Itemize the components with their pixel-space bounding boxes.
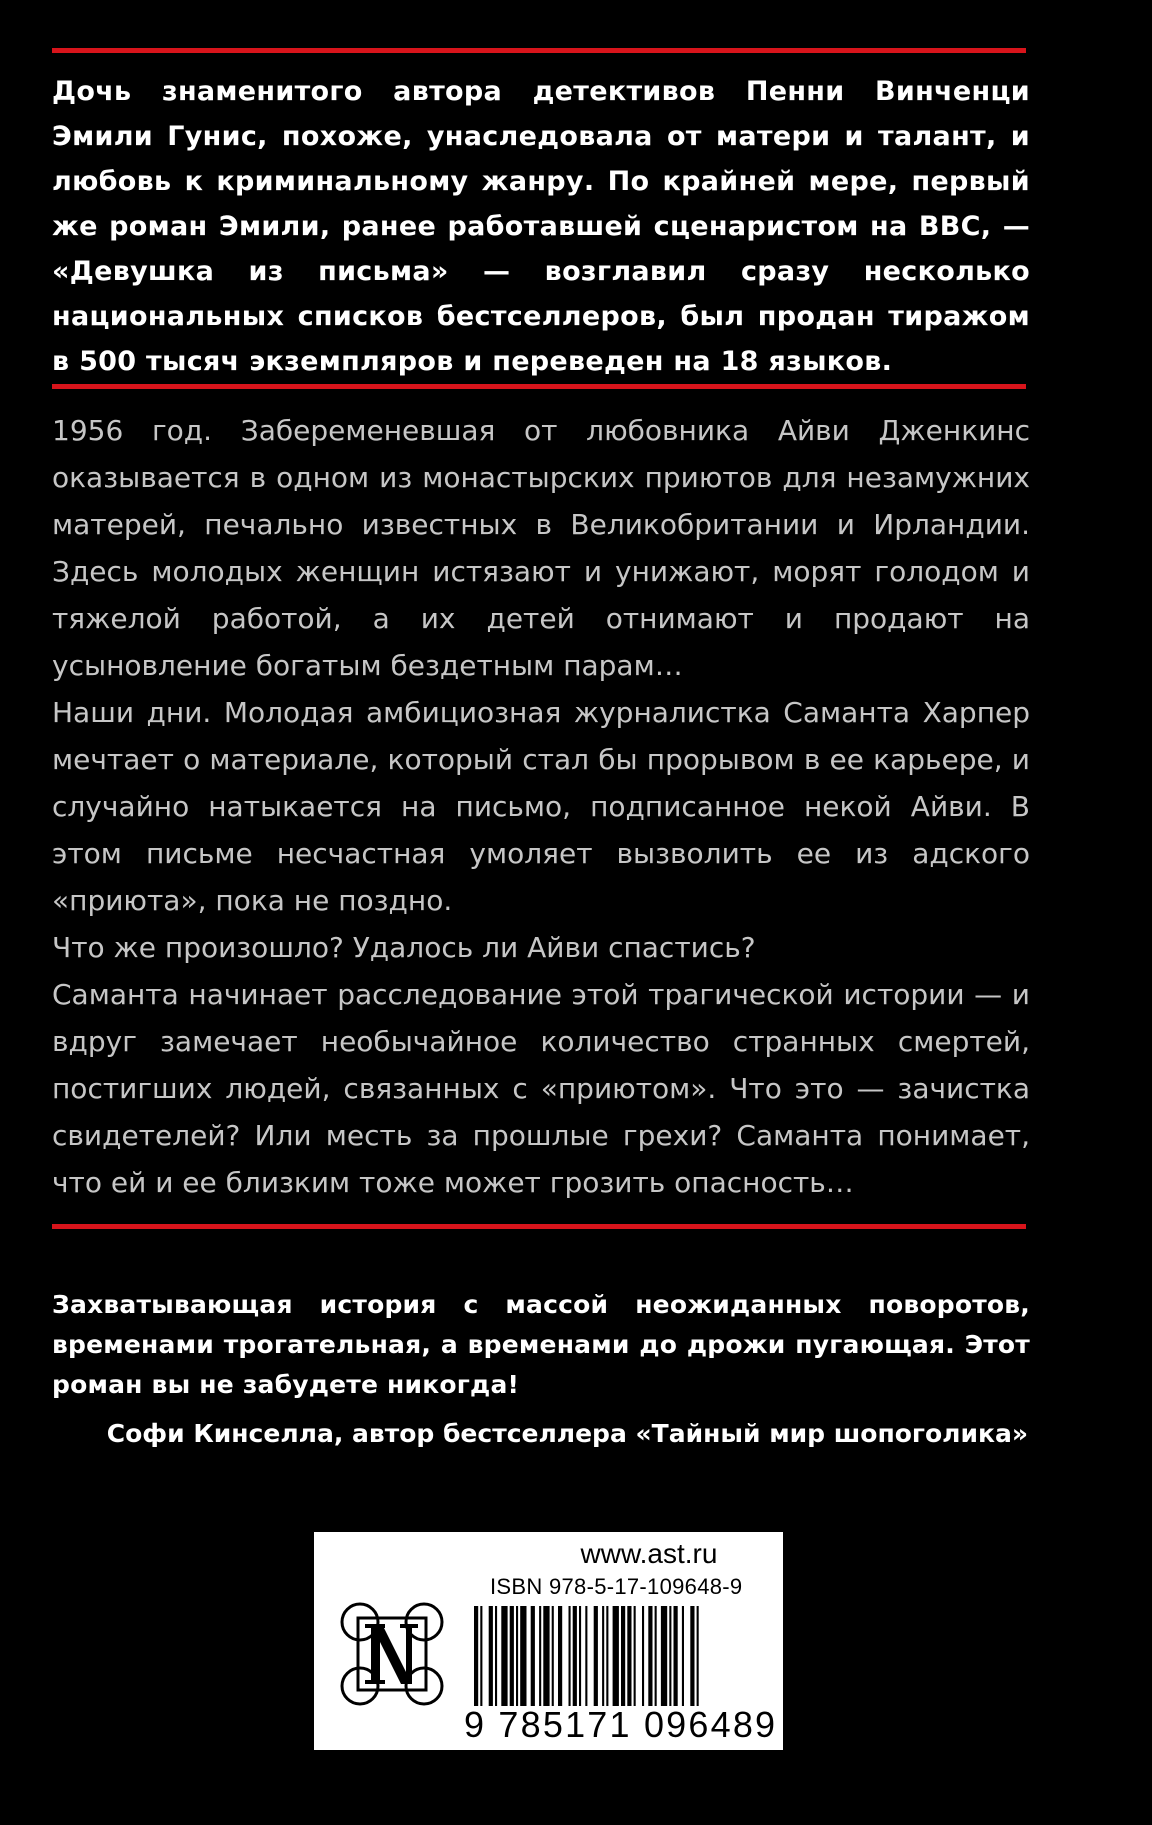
barcode-bar — [697, 1606, 699, 1706]
barcode-bar — [634, 1606, 636, 1706]
barcode-bar — [501, 1606, 507, 1706]
review-quote: Захватывающая история с массой неожиданных поворотов, временами трогательная, а временами до дрожи пугающая. Этот роман вы не забудете никогда! — [52, 1290, 1030, 1399]
barcode-bar — [569, 1606, 571, 1706]
synopsis-paragraph-1: 1956 год. Забеременевшая от любовника Айви Дженкинс оказывается в одном из монастырских приютов для незамужних матерей, печально известных в Великобритании и Ирландии. Здесь молодых женщин истязают и унижают, морят голодом и тяжелой работой, а их детей отнимают и продают на усыновление богатым бездетным парам… — [52, 414, 1030, 682]
barcode-bar — [682, 1606, 684, 1706]
barcode-bar — [642, 1606, 644, 1706]
barcode-bar — [531, 1606, 535, 1706]
barcode-bar — [579, 1606, 581, 1706]
barcode-bar — [558, 1606, 562, 1706]
barcode-bar — [539, 1606, 541, 1706]
top-divider — [52, 48, 1026, 53]
barcode-bars — [474, 1606, 769, 1706]
barcode-bar — [627, 1606, 631, 1706]
barcode-bar — [516, 1606, 518, 1706]
barcode-bar — [674, 1606, 678, 1706]
intro-paragraph: Дочь знаменитого автора детективов Пенни Винченци Эмили Гунис, похоже, унаследовала от матери и талант, и любовь к криминальному жанру. По крайней мере, первый же роман Эмили, ранее работавшей сценаристом на BBC, — «Девушка из письма» — возглавил сразу несколько национальных списков бестселлеров, был продан тиражом в 500 тысяч экземпляров и переведен на 18 языков. — [52, 76, 1030, 377]
publisher-url: www.ast.ru — [580, 1538, 718, 1569]
barcode-bar — [648, 1606, 652, 1706]
barcode-bar — [669, 1606, 671, 1706]
synopsis-paragraph-3: Что же произошло? Удалось ли Айви спастись? — [52, 931, 756, 964]
barcode-bar — [621, 1606, 625, 1706]
barcode-bar — [543, 1606, 549, 1706]
synopsis — [52, 407, 1030, 1206]
barcode-bar — [489, 1606, 493, 1706]
barcode-bar — [474, 1606, 478, 1706]
review-attribution: Софи Кинселла, автор бестселлера «Тайный мир шопоголика» — [106, 1419, 1028, 1448]
intro-divider — [52, 384, 1026, 389]
barcode-bar — [690, 1606, 694, 1706]
barcode-bar — [510, 1606, 514, 1706]
barcode-bar — [495, 1606, 497, 1706]
barcode-bar — [602, 1606, 604, 1706]
barcode-bar — [661, 1606, 667, 1706]
synopsis-paragraph-2: Наши дни. Молодая амбициозная журналистка Саманта Харпер мечтает о материале, который стал бы прорывом в ее карьере, и случайно натыкается на письмо, подписанное некой Айви. В этом письме несчастная умоляет вызволить ее из адского «приюта», пока не поздно. — [52, 696, 1030, 917]
synopsis-paragraph-4: Саманта начинает расследование этой трагической истории — и вдруг замечает необычайное количество странных смертей, постигших людей, связанных с «приютом». Что это — зачистка свидетелей? Или месть за прошлые грехи? Саманта понимает, что ей и ее близким тоже может грозить опасность… — [52, 978, 1030, 1199]
barcode-digits: 9 785171 096489 — [464, 1704, 778, 1745]
barcode-bar — [520, 1606, 526, 1706]
barcode-bar — [655, 1606, 657, 1706]
isbn-label: ISBN 978-5-17-109648-9 — [490, 1574, 743, 1599]
barcode-bar — [594, 1606, 598, 1706]
synopsis-divider — [52, 1224, 1026, 1229]
barcode-bar — [606, 1606, 608, 1706]
barcode-block — [314, 1532, 783, 1750]
barcode-bar — [573, 1606, 577, 1706]
publisher-n-logo-icon — [338, 1600, 446, 1708]
barcode-bar — [480, 1606, 482, 1706]
barcode-bar — [613, 1606, 619, 1706]
barcode-bar — [585, 1606, 587, 1706]
barcode-bar — [552, 1606, 554, 1706]
